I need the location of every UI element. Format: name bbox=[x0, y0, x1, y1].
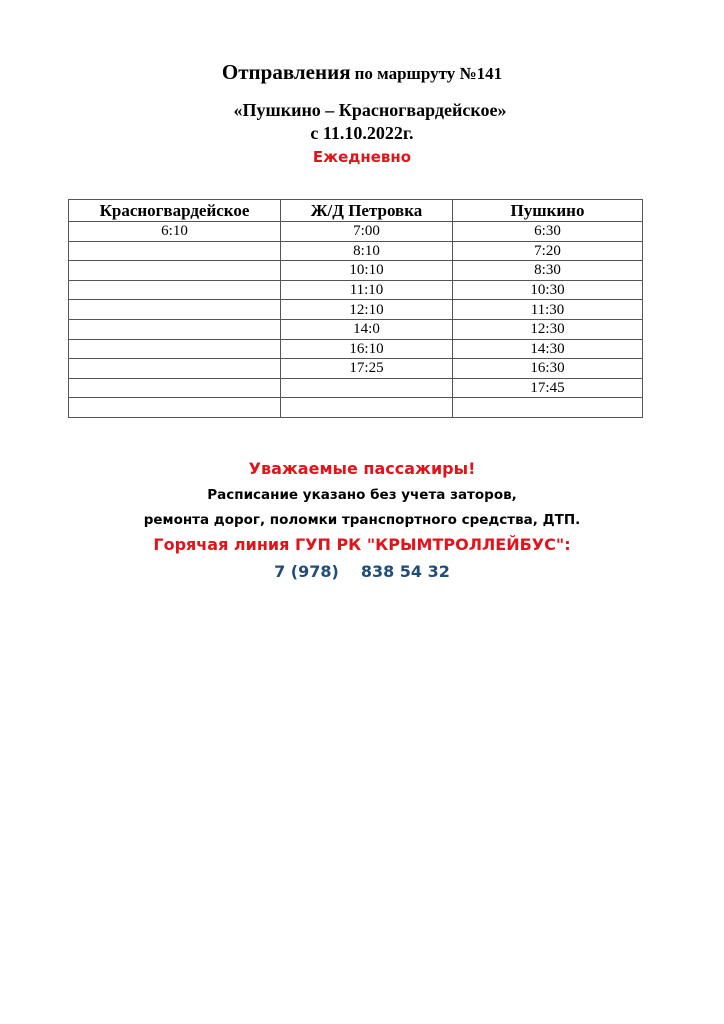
table-cell: 6:10 bbox=[69, 222, 281, 242]
route-name: «Пушкино – Красногвардейское» bbox=[233, 100, 507, 120]
table-cell bbox=[69, 241, 281, 261]
schedule-table bbox=[68, 199, 643, 418]
table-row bbox=[69, 241, 643, 261]
page-title bbox=[0, 60, 724, 85]
table-cell: 16:30 bbox=[453, 359, 643, 379]
table-cell bbox=[69, 319, 281, 339]
table-cell: 7:20 bbox=[453, 241, 643, 261]
table-row bbox=[69, 300, 643, 320]
table-cell: 7:00 bbox=[281, 222, 453, 242]
table-cell bbox=[69, 300, 281, 320]
phone-code: 7 (978) bbox=[274, 562, 339, 581]
table-header-row bbox=[69, 200, 643, 222]
column-header-pushkino: Пушкино bbox=[453, 200, 643, 222]
table-cell: 12:10 bbox=[281, 300, 453, 320]
table-cell bbox=[69, 339, 281, 359]
hotline-label: Горячая линия ГУП РК "КРЫМТРОЛЛЕЙБУС": bbox=[153, 535, 571, 554]
table-row bbox=[69, 339, 643, 359]
table-cell bbox=[69, 378, 281, 398]
frequency-label: Ежедневно bbox=[312, 148, 412, 166]
column-header-krasnogvardeyskoe: Красногвардейское bbox=[69, 200, 281, 222]
table-cell: 16:10 bbox=[281, 339, 453, 359]
table-row bbox=[69, 261, 643, 281]
table-cell: 14:30 bbox=[453, 339, 643, 359]
table-cell bbox=[69, 280, 281, 300]
table-cell: 10:30 bbox=[453, 280, 643, 300]
table-cell: 14:0 bbox=[281, 319, 453, 339]
hotline-phone bbox=[0, 562, 724, 581]
table-cell bbox=[281, 398, 453, 418]
table-row bbox=[69, 359, 643, 379]
table-cell: 8:30 bbox=[453, 261, 643, 281]
table-row bbox=[69, 398, 643, 418]
table-cell: 8:10 bbox=[281, 241, 453, 261]
disclaimer-line-1: Расписание указано без учета заторов, bbox=[207, 487, 517, 503]
table-cell: 11:10 bbox=[281, 280, 453, 300]
table-row bbox=[69, 280, 643, 300]
passengers-greeting: Уважаемые пассажиры! bbox=[248, 459, 476, 478]
disclaimer-line-2: ремонта дорог, поломки транспортного средства, ДТП. bbox=[143, 512, 581, 528]
title-main: Отправления bbox=[221, 60, 351, 84]
column-header-petrovka: Ж/Д Петровка bbox=[281, 200, 453, 222]
table-cell: 17:25 bbox=[281, 359, 453, 379]
table-cell bbox=[281, 378, 453, 398]
table-cell bbox=[69, 261, 281, 281]
table-cell bbox=[69, 398, 281, 418]
title-route-number: по маршруту №141 bbox=[354, 64, 503, 83]
table-cell bbox=[69, 359, 281, 379]
table-row bbox=[69, 378, 643, 398]
table-row bbox=[69, 319, 643, 339]
effective-date: с 11.10.2022г. bbox=[310, 123, 414, 143]
table-cell: 12:30 bbox=[453, 319, 643, 339]
table-cell: 10:10 bbox=[281, 261, 453, 281]
table-cell bbox=[453, 398, 643, 418]
table-row bbox=[69, 222, 643, 242]
table-cell: 6:30 bbox=[453, 222, 643, 242]
table-cell: 11:30 bbox=[453, 300, 643, 320]
table-cell: 17:45 bbox=[453, 378, 643, 398]
phone-number: 838 54 32 bbox=[360, 562, 450, 581]
